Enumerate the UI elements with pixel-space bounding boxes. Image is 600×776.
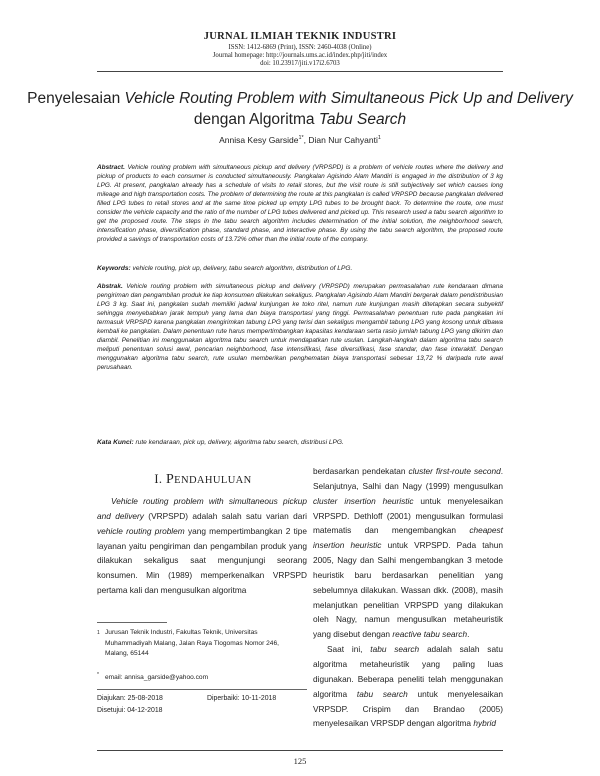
email-sup: * <box>97 672 99 678</box>
abstrak-text: Vehicle routing problem with simultaneous pickup and delivery (VRPSPD) merupakan permasalahan rute kendaraan dimana pengiriman dan pengambilan produk ke tiap konsumen dilakukan sekaligus. Pangkalan Agisindo Alam Mandiri bergerak dalam pendistribusian LPG 3 kg. Saat ini, pangkalan sudah memiliki jadwal kunjungan ke toko ritel, namun rute kunjungan masih ditetapkan secara subyektif sehingga menyebabkan jarak tempuh yang lama dan biaya transportasi yang tinggi. Permasalahan penentuan rute pada pangkalan ini termasuk VRPSPD karena pangkalan mengirimkan tabung LPG yang terisi dan sekaligus mengambil tabung LPG yang kosong untuk dibawa kembali ke pangkalan. Dalam penentuan rute harus mempertimbangkan kapasitas kendaraan serta rasio jumlah tabung LPG yang dikirim dan diambil. Penelitian ini menggunakan algoritma tabu search untuk mendapatkan rute usulan. Langkah-langkah dalam algoritma tabu search meliputi penentuan solusi awal, pencarian neighborhood, fase intensifikasi, fase diversifikasi, fase standar, dan fase interaktif. Dengan menggunakan algoritma tabu search, rute usulan memberikan penghematan biaya transportasi sebesar 13,72 % daripada rute awal perusahaan. <box>97 283 503 372</box>
rp2-run-5: untuk menyelesaikan VRPSDP. Crispim dan Brandao (2005) menyelesaikan VRPSDP dengan algoritma <box>313 688 503 729</box>
footnote-affiliation <box>97 628 307 660</box>
kata-kunci-text: rute kendaraan, pick up, delivery, algoritma tabu search, distribusi LPG. <box>133 439 344 446</box>
dates-rule <box>97 689 307 690</box>
abstract-english <box>97 163 503 244</box>
date-submitted: Diajukan: 25-08-2018 <box>97 695 163 702</box>
journal-name: JURNAL ILMIAH TEKNIK INDUSTRI <box>203 31 397 42</box>
rp1-run-7: untuk VRPSPD. Pada tahun 2005, Nagy dan Salhi mengembangkan 3 metode heuristik baru berdasarkan penelitian yang sebelumnya dilakukan. Wassan dkk. (2008), masih melanjutkan penelitian VRPSPD yang dilakukan oleh Nagy, namun mengusulkan metaheuristik yang disebut dengan <box>313 540 503 640</box>
title-part-4: Tabu Search <box>318 111 407 128</box>
title-part-2: Vehicle Routing Problem with Simultaneous Pick Up and Delivery <box>124 90 573 107</box>
rp1-run-4: cluster insertion heuristic <box>313 495 414 506</box>
rp1-run-5: untuk menyelesaikan VRPSPD. Dethloff (2001) mengusulkan formulasi matematis dan mengembangkan <box>313 495 503 536</box>
affiliation-text: Jurusan Teknik Industri, Fakultas Teknik, Universitas Muhammadiyah Malang, Jalan Raya Tlogomas Nomor 246, Malang, 65144 <box>105 629 279 657</box>
rp2-run-4: tabu search <box>356 688 408 699</box>
intro-run-2: (VRPSPD) adalah salah satu varian dari <box>143 510 307 521</box>
journal-homepage: Journal homepage: http://journals.ums.ac.id/index.php/jiti/index <box>212 52 388 59</box>
keywords-indonesian <box>97 438 503 447</box>
paper-title <box>0 88 600 130</box>
intro-paragraph <box>97 494 307 598</box>
rp2-run-2: tabu search <box>370 644 420 655</box>
title-part-3: dengan Algoritma <box>193 111 319 128</box>
right-paragraph-1 <box>313 464 503 642</box>
section-heading <box>97 472 309 488</box>
left-column <box>97 494 307 598</box>
intro-run-1: Vehicle routing problem with simultaneous pickup and delivery <box>97 496 307 521</box>
abstract-text: Vehicle routing problem with simultaneous pickup and delivery (VRPSPD) is a problem of vehicle routes where the delivery and pickup of products to each consumer is conducted simultaneously. Pangkalan Agisindo Alam Mandiri is engaged in the distribution of 3 kg LPG. At present, pangkalan already has a schedule of visits to retail stores, but the visit route is still subjectively set which causes long mileage and high transportation costs. The problem of determining the route at this pangkalan is called VRPSPD because pangkalan delivered filled LPG tubes to retail stores and at the same time picked up empty LPG tubes to be brought back. To determine the route, one must consider the vehicle capacity and the ratio of the number of LPG tubes delivered and picked up. This research used a tabu search algorithm to get the proposed route. The steps in the tabu search algorithm includes determination of the initial solution, the neighborhood search, intensification phase, diversification phase, standard phase, and interactive phase. By using the tabu search algorithm, the proposed route provided a savings of transportation costs of 13.72% other than the initial route of the company. <box>97 164 503 244</box>
rp2-run-3: adalah salah satu algoritma metaheuristik yang paling luas digunakan. Beberapa peneliti telah menggunakan algoritma <box>313 644 503 699</box>
author-1: Annisa Kesy Garside <box>219 135 299 145</box>
title-part-1: Penyelesaian <box>27 90 125 107</box>
author-line <box>0 135 600 145</box>
keywords-english <box>97 264 503 273</box>
email-text: email: annisa_garside@yahoo.com <box>105 674 209 682</box>
rp1-run-8: reactive tabu search <box>392 629 468 640</box>
section-initial: P <box>165 472 175 487</box>
right-column <box>313 464 503 731</box>
footnote-sup: 1 <box>97 630 100 636</box>
author-2-sup: 1 <box>377 135 381 142</box>
doi-line: doi: 10.23917/jiti.v17i2.6703 <box>260 60 340 67</box>
rp1-run-2: cluster first-route second <box>408 466 501 476</box>
keywords-text: vehicle routing, pick up, delivery, tabu search algorithm, distribution of LPG. <box>130 265 353 272</box>
issn-line: ISSN: 1412-6869 (Print), ISSN: 2460-4038 (Online) <box>228 44 372 51</box>
author-separator: , <box>303 135 309 145</box>
section-number: I. <box>154 472 163 486</box>
keywords-label: Keywords: <box>97 265 131 272</box>
rp1-run-6: cheapest insertion heuristic <box>313 525 503 551</box>
rp1-run-1: berdasarkan pendekatan <box>313 466 409 476</box>
page-number: 125 <box>293 756 307 766</box>
rp2-run-1: Saat ini, <box>327 644 371 655</box>
date-revised: Diperbaiki: 10-11-2018 <box>207 695 277 702</box>
date-accepted: Disetujui: 04-12-2018 <box>97 707 163 714</box>
rp2-run-6: hybrid <box>473 718 496 729</box>
abstract-indonesian <box>97 282 503 372</box>
section-title: ENDAHULUAN <box>174 475 252 486</box>
abstract-label: Abstract. <box>97 164 125 171</box>
intro-run-3: vehicle routing problem <box>97 525 185 536</box>
footnote-email <box>97 670 307 684</box>
rp1-run-9: . <box>467 629 470 640</box>
rp1-run-3: . Selanjutnya, Salhi dan Nagy (1999) mengusulkan <box>313 466 504 491</box>
footnote-rule <box>97 622 167 623</box>
right-paragraph-2 <box>313 642 503 731</box>
intro-run-4: yang mempertimbangkan 2 tipe layanan yaitu pengiriman dan pengambilan produk yang dilakukan sekaligus saat mengunjungi seorang konsumen. Min (1989) memperkenalkan VRPSPD pertama kali dan mengusulkan algoritma <box>97 525 308 596</box>
author-2: Dian Nur Cahyanti <box>308 135 378 145</box>
kata-kunci-label: Kata Kunci: <box>97 439 134 446</box>
footer-rule <box>97 750 503 751</box>
abstrak-label: Abstrak. <box>97 283 123 290</box>
header-rule <box>97 71 503 72</box>
author-1-sup: 1* <box>298 135 304 142</box>
